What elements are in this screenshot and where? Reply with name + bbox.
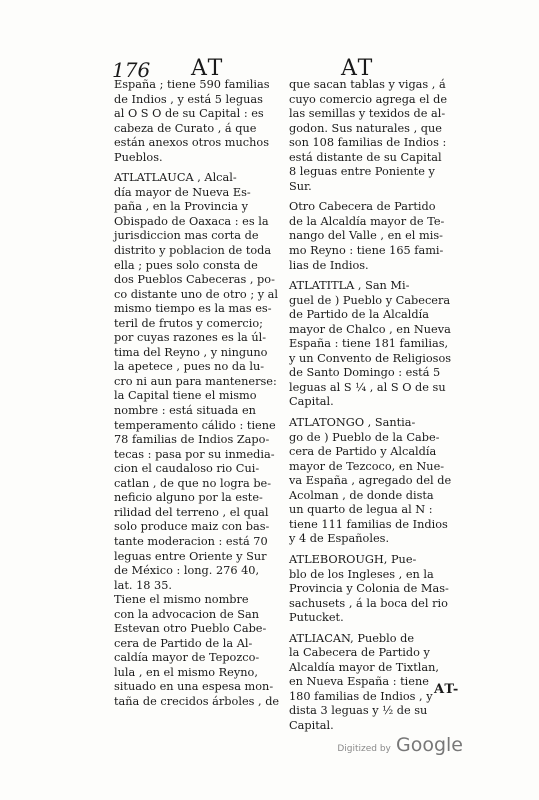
text-line: día mayor de Nueva Es- [114,185,251,199]
text-line: cro ni aun para mantenerse: [114,374,277,388]
text-line: nombre : está situada en [114,404,256,418]
text-line: de Indios , y está 5 leguas [114,92,263,106]
text-line: godon. Sus naturales , que [289,121,442,135]
text-line: mayor de Tezcoco, en Nue- [289,459,445,473]
text-line: están anexos otros muchos [114,136,270,150]
text-line: las semillas y texidos de al- [289,107,446,121]
text-line: ATLATITLA , San Mi- [289,279,410,293]
text-line: de Santo Domingo : está 5 [289,366,441,380]
text-line: leguas al S ¼ , al S O de su [289,380,446,394]
right-text-column [289,78,460,734]
text-line: co distante uno de otro ; y al [114,287,279,301]
text-line: España : tiene 181 familias, [289,337,449,351]
catchword: AT- [434,682,460,697]
text-line: Alcaldía mayor de Tixtlan, [289,660,440,674]
text-line: solo produce maiz con bas- [114,520,270,534]
text-line: 180 familias de Indios , y [289,689,433,703]
text-line: blo de los Ingleses , en la [289,567,434,581]
left-running-head: AT [191,56,225,81]
left-text-column [114,78,282,710]
text-line: y 4 de Españoles. [289,532,390,546]
text-line: mayor de Chalco , en Nueva [289,322,451,336]
text-line: neficio alguno por la este- [114,491,263,505]
text-line: go de ) Pueblo de la Cabe- [289,430,440,444]
text-line: son 108 familias de Indios : [289,136,447,150]
text-line: ATLEBOROUGH, Pue- [289,552,417,566]
text-line: paña , en la Provincia y [114,200,248,214]
text-line: guel de ) Pueblo y Cabecera [289,293,451,307]
text-line: y un Convento de Religiosos [289,351,452,365]
text-line: distrito y poblacion de toda [114,244,272,258]
text-line: sachusets , á la boca del rio [289,596,448,610]
text-line: va España , agregado del de [289,474,452,488]
text-line: leguas entre Oriente y Sur [114,549,267,563]
text-line: de Partido de la Alcaldía [289,308,429,322]
text-line: lias de Indios. [289,258,369,272]
text-line: la Cabecera de Partido y [289,646,430,660]
text-line: Capital. [289,718,334,732]
text-line: teril de frutos y comercio; [114,316,263,330]
text-line: dos Pueblos Cabeceras , po- [114,273,275,287]
text-line: rilidad del terreno , el qual [114,505,269,519]
text-line: Pueblos. [114,150,163,164]
page-number: 176 [112,58,151,82]
text-line: Estevan otro Pueblo Cabe- [114,622,267,636]
text-line: cabeza de Curato , á que [114,121,257,135]
text-line: lat. 18 35. [114,578,173,592]
text-line: al O S O de su Capital : es [114,107,264,121]
text-line: de México : long. 276 40, [114,564,260,578]
text-line: cera de Partido de la Al- [114,636,253,650]
text-line: de la Alcaldía mayor de Te- [289,214,445,228]
text-line: dista 3 leguas y ½ de su [289,704,428,718]
text-line: Provincia y Colonia de Mas- [289,582,449,596]
text-line: cera de Partido y Alcaldía [289,445,437,459]
text-line: Capital. [289,395,334,409]
text-line: la Capital tiene el mismo [114,389,257,403]
text-line: temperamento cálido : tiene [114,418,276,432]
text-line: tiene 111 familias de Indios [289,517,448,531]
text-line: ATLATLAUCA , Alcal- [114,171,237,185]
text-line: Otro Cabecera de Partido [289,200,436,214]
right-running-head: AT [341,56,375,81]
text-line: con la advocacion de San [114,607,260,621]
text-line: catlan , de que no logra be- [114,476,272,490]
credit-prefix: Digitized by [337,744,391,754]
text-line: ATLIACAN, Pueblo de [289,631,415,645]
text-line: que sacan tablas y vigas , á [289,78,446,91]
text-line: Sur. [289,179,312,193]
text-line: cion el caudaloso rio Cui- [114,462,260,476]
text-line: está distante de su Capital [289,150,442,164]
text-line: ella ; pues solo consta de [114,258,258,272]
text-line: lula , en el mismo Reyno, [114,665,258,679]
text-line: 8 leguas entre Poniente y [289,165,435,179]
text-line: tecas : pasa por su inmedia- [114,447,275,461]
text-line: mo Reyno : tiene 165 fami- [289,244,444,258]
text-line: Tiene el mismo nombre [114,593,249,607]
text-line: 78 familias de Indios Zapo- [114,433,270,447]
text-line: cuyo comercio agrega el de [289,92,448,106]
text-line: Acolman , de donde dista [289,488,434,502]
google-logo: Google [395,734,463,756]
text-line: jurisdiccion mas corta de [114,229,259,243]
text-line: la apetece , pues no da lu- [114,360,265,374]
text-line: por cuyas razones es la úl- [114,331,267,345]
text-line: Putucket. [289,611,344,625]
text-line: Obispado de Oaxaca : es la [114,214,269,228]
text-line: taña de crecidos árboles , de [114,694,280,708]
digitization-credit [337,734,463,756]
text-line: ATLATONGO , Santia- [289,416,416,430]
text-line: España ; tiene 590 familias [114,78,270,91]
text-line: mismo tiempo es la mas es- [114,302,272,316]
text-line: situado en una espesa mon- [114,680,274,694]
text-line: tima del Reyno , y ninguno [114,345,268,359]
text-line: nango del Valle , en el mis- [289,229,443,243]
text-line: un quarto de legua al N : [289,503,433,517]
text-line: en Nueva España : tiene [289,675,429,689]
text-line: caldía mayor de Tepozco- [114,651,260,665]
text-line: tante moderacion : está 70 [114,534,268,548]
